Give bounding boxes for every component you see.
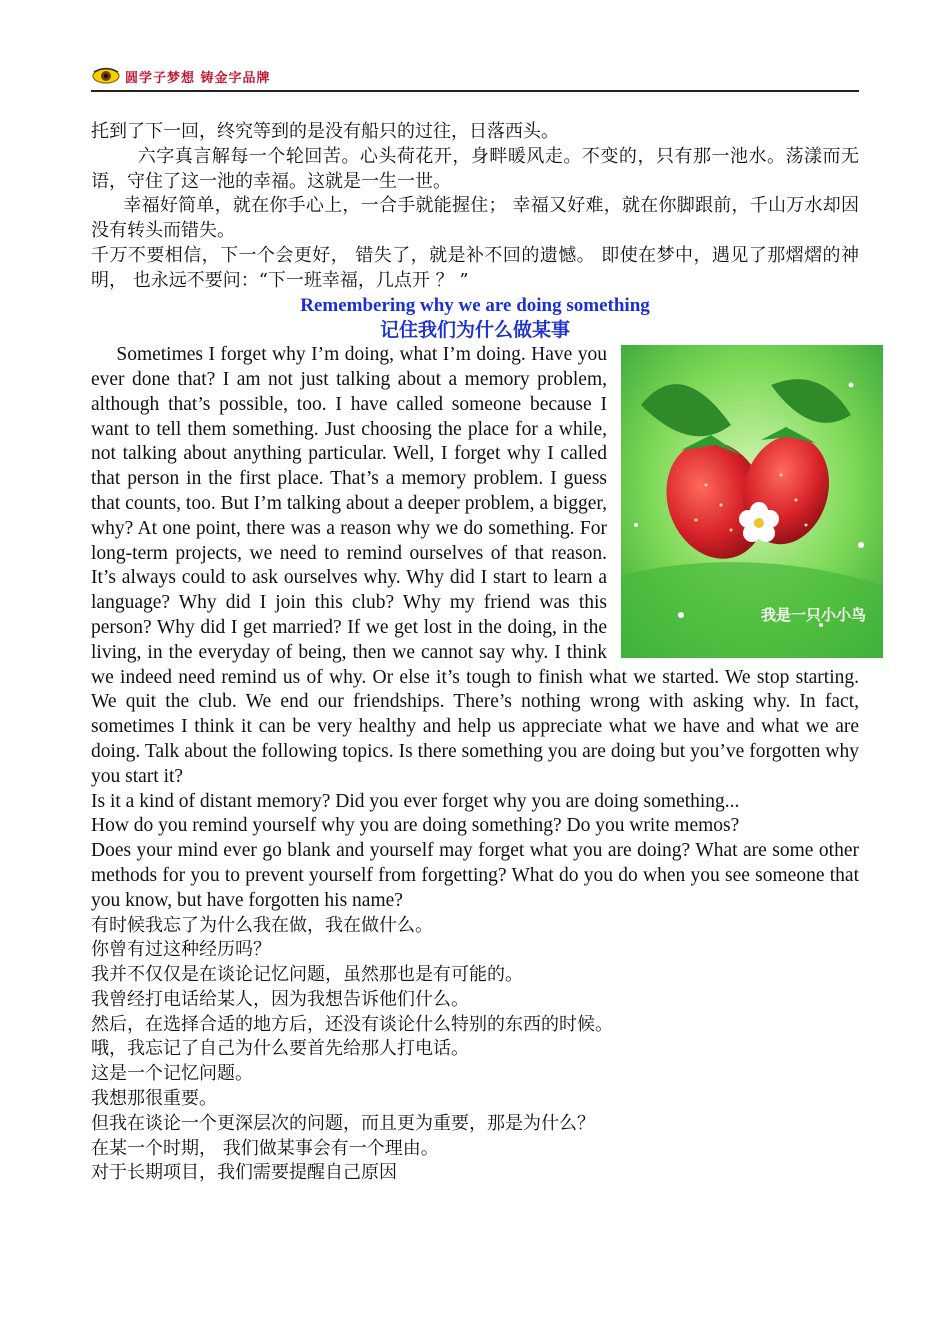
translation-line: 哦，我忘记了自己为什么要首先给那人打电话。 (91, 1038, 469, 1060)
translation-line: 在某一个时期， 我们做某事会有一个理由。 (91, 1137, 439, 1159)
discussion-question: Does your mind ever go blank and yourself may forget what you are doing? What are some other methods for you to prevent yourself from forgetting? What do you do when you see someone that you know, but have forgotten his name? (91, 840, 859, 911)
strawberry-illustration (621, 345, 883, 658)
translation-line: 我想那很重要。 (91, 1088, 217, 1110)
discussion-question: Is it a kind of distant memory? Did you ever forget why you are doing something... (91, 790, 740, 812)
poem-paragraph: 六字真言解每一个轮回苦。心头荷花开，身畔暖风走。不变的，只有那一池水。荡漾而无语，守住了这一池的幸福。这就是一生一世。 (91, 145, 859, 192)
translation-line: 这是一个记忆问题。 (91, 1063, 253, 1085)
translation-line: 对于长期项目，我们需要提醒自己原因 (91, 1162, 397, 1184)
eye-logo-icon (91, 66, 121, 86)
translation-line: 有时候我忘了为什么我在做，我在做什么。 (91, 914, 433, 936)
translation-line: 我曾经打电话给某人，因为我想告诉他们什么。 (91, 988, 469, 1010)
translation-lines (91, 914, 859, 1187)
article-title-en: Remembering why we are doing something (300, 294, 650, 316)
article-title-zh: 记住我们为什么做某事 (379, 319, 570, 342)
discussion-question: How do you remind yourself why you are doing something? Do you write memos? (91, 815, 740, 837)
poem-line: 托到了下一回，终究等到的是没有船只的过往，日落西头。 (91, 121, 559, 142)
header-slogan: 圆学子梦想 铸金字品牌 (125, 71, 271, 86)
strawberry-image (621, 345, 883, 658)
figure-caption: 我是一只小小鸟 (761, 606, 867, 625)
translation-line: 但我在谈论一个更深层次的问题，而且更为重要，那是为什么？ (91, 1112, 595, 1134)
poem-paragraph: 千万不要相信，下一个会更好， 错失了，就是补不回的遗憾。 即使在梦中，遇见了那熠熠的神明， 也永远不要问：“下一班幸福，几点开 ？ ” (91, 244, 859, 291)
poem-paragraph: 幸福好简单，就在你手心上，一合手就能握住； 幸福又好难，就在你脚跟前，千山万水却因没有转头而错失。 (91, 195, 859, 242)
translation-line: 然后，在选择合适的地方后，还没有谈论什么特别的东西的时候。 (91, 1013, 613, 1035)
translation-line: 你曾有过这种经历吗？ (91, 939, 271, 961)
translation-line: 我并不仅仅是在谈论记忆问题，虽然那也是有可能的。 (91, 964, 523, 986)
page-header (91, 64, 859, 92)
document-body (91, 120, 867, 1186)
article-body-en: Sometimes I forget why I’m doing, what I’m doing. Have you ever done that? I am not just talking about a memory problem, although that’s possible, too. I have called someone because I want to tell them something. Just choosing the place for a while, not talking about anything particular. Well, I forget why I called that person in the first place. That’s a memory problem. I guess that counts, too. But I’m talking about a deeper problem, a bigger, why? At one point, there was a reason why we do something. For long-term projects, we need to remind ourselves of that reason. It’s always could to ask ourselves why. Why did I start to learn a language? Why did I join this club? Why my friend was this person? Why did I get married? If we get lost in the doing, in the living, in the everyday of being, then we cannot say why. I think we indeed need remind us of why. Or else it’s tough to finish what we started. We stop starting. We quit the club. We end our friendships. There’s nothing wrong with asking why. In fact, sometimes I think it can be very healthy and help us appreciate what we have and what we are doing. Talk about the following topics. Is there something you are doing but you’ve forgotten why you start it? (91, 344, 859, 787)
